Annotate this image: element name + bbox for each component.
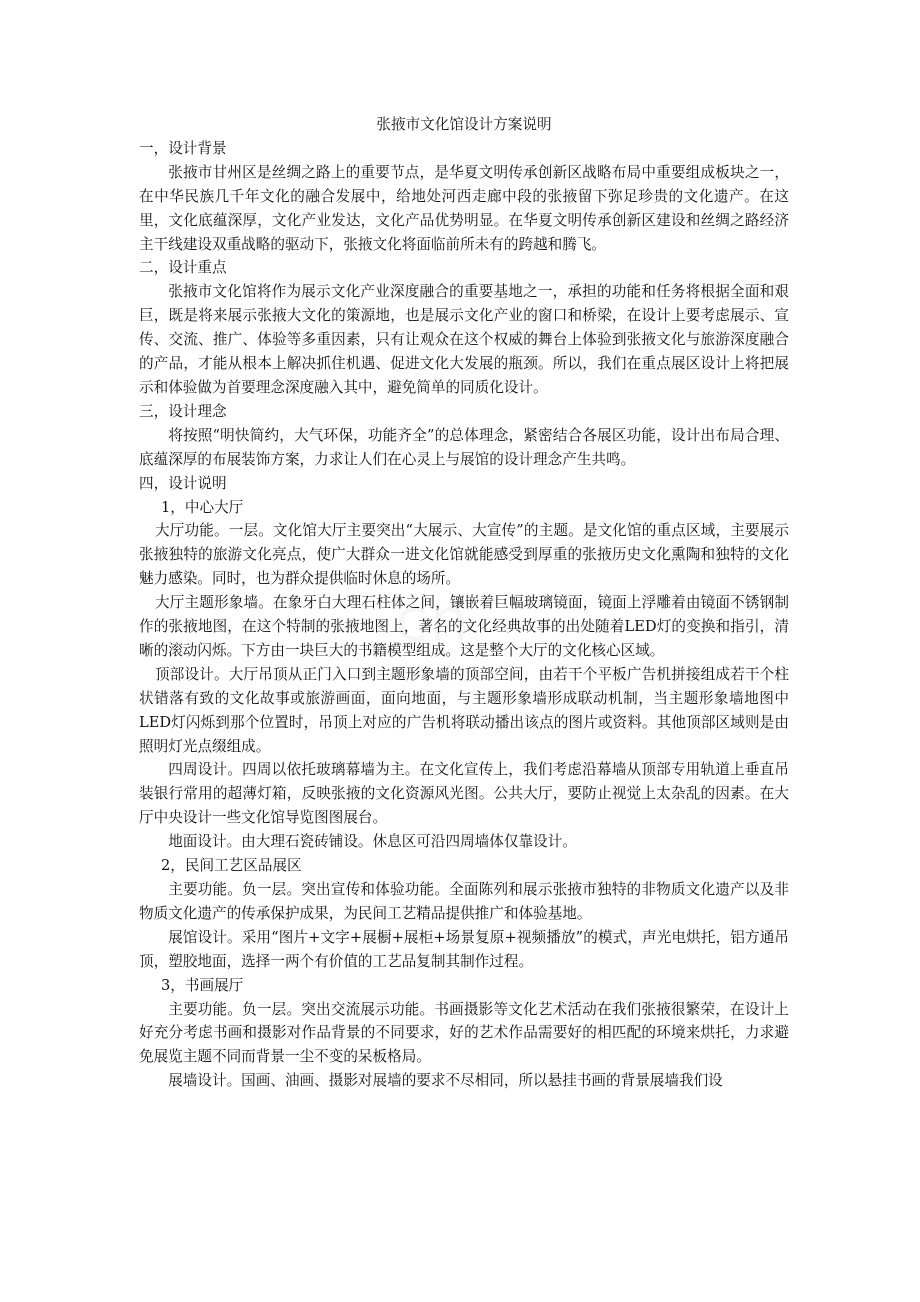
subsection-paragraph: 展馆设计。采用“图片+文字+展橱+展柜+场景复原+视频播放”的模式，声光电烘托，铝方通吊顶，塑胶地面，选择一两个有价值的工艺品复制其制作过程。 <box>139 928 789 970</box>
subsection-paragraph: 四周设计。四周以依托玻璃幕墙为主。在文化宣传上，我们考虑沿幕墙从顶部专用轨道上垂直吊装银行常用的超薄灯箱，反映张掖的文化资源风光图。公共大厅，要防止视觉上太杂乱的因素。在大厅中央设计一些文化馆导览图图展台。 <box>139 761 789 827</box>
section-heading-focus: 二，设计重点 <box>139 259 227 277</box>
subsection-paragraph: 主要功能。负一层。突出交流展示功能。书画摄影等文化艺术活动在我们张掖很繁荣，在设计上好充分考虑书画和摄影对作品背景的不同要求，好的艺术作品需要好的相匹配的环境来烘托，力求避免展览主题不同而背景一尘不变的呆板格局。 <box>139 1000 789 1066</box>
subsection-heading-central-hall: 1，中心大厅 <box>161 498 244 516</box>
subsection-paragraph: 地面设计。由大理石瓷砖铺设。休息区可沿四周墙体仅靠设计。 <box>168 833 577 851</box>
subsection-paragraph: 顶部设计。大厅吊顶从正门入口到主题形象墙的顶部空间，由若干个平板广告机拼接组成若干个柱状错落有致的文化故事或旅游画面，面向地面，与主题形象墙形成联动机制，当主题形象墙地图中LED灯闪烁到那个位置时，吊顶上对应的广告机将联动播出该点的图片或资料。其他顶部区域则是由照明灯光点缀组成。 <box>139 665 789 755</box>
section-paragraph: 张掖市文化馆将作为展示文化产业深度融合的重要基地之一，承担的功能和任务将根据全面和艰巨，既是将来展示张掖大文化的策源地，也是展示文化产业的窗口和桥梁，在设计上要考虑展示、宣传、交流、推广、体验等多重因素，只有让观众在这个权威的舞台上体验到张掖文化与旅游深度融合的产品，才能从根本上解决抓住机遇、促进文化大发展的瓶颈。所以，我们在重点展区设计上将把展示和体验做为首要理念深度融入其中，避免简单的同质化设计。 <box>139 283 789 396</box>
subsection-paragraph: 展墙设计。国画、油画、摄影对展墙的要求不尽相同，所以悬挂书画的背景展墙我们设 <box>168 1072 723 1090</box>
subsection-paragraph: 大厅主题形象墙。在象牙白大理石柱体之间，镶嵌着巨幅玻璃镜面，镜面上浮雕着由镜面不锈钢制作的张掖地图，在这个特制的张掖地图上，著名的文化经典故事的出处随着LED灯的变换和指引，清晰的滚动闪烁。下方由一块巨大的书籍模型组成。这是整个大厅的文化核心区域。 <box>139 594 789 659</box>
document-body <box>139 113 789 1093</box>
section-heading-concept: 三，设计理念 <box>139 402 227 420</box>
subsection-paragraph: 大厅功能。一层。文化馆大厅主要突出“大展示、大宣传”的主题。是文化馆的重点区域，主要展示张掖独特的旅游文化亮点，使广大群众一进文化馆就能感受到厚重的张掖历史文化熏陶和独特的文化魅力感染。同时，也为群众提供临时休息的场所。 <box>139 522 789 588</box>
subsection-heading-painting-hall: 3，书画展厅 <box>161 976 244 994</box>
section-heading-description: 四，设计说明 <box>139 474 227 492</box>
subsection-paragraph: 主要功能。负一层。突出宣传和体验功能。全面陈列和展示张掖市独特的非物质文化遗产以及非物质文化遗产的传承保护成果，为民间工艺精品提供推广和体验基地。 <box>139 881 789 922</box>
section-paragraph: 将按照“明快简约，大气环保，功能齐全”的总体理念，紧密结合各展区功能，设计出布局合理、底蕴深厚的布展装饰方案，力求让人们在心灵上与展馆的设计理念产生共鸣。 <box>139 426 789 468</box>
subsection-heading-folk-crafts: 2，民间工艺区品展区 <box>161 857 302 875</box>
section-paragraph: 张掖市甘州区是丝绸之路上的重要节点，是华夏文明传承创新区战略布局中重要组成板块之一，在中华民族几千年文化的融合发展中，给地处河西走廊中段的张掖留下弥足珍贵的文化遗产。在这里，文化底蕴深厚，文化产业发达，文化产品优势明显。在华夏文明传承创新区建设和丝绸之路经济主干线建设双重战略的驱动下，张掖文化将面临前所未有的跨越和腾飞。 <box>139 163 789 253</box>
document-title: 张掖市文化馆设计方案说明 <box>376 116 552 133</box>
section-heading-background: 一，设计背景 <box>139 139 227 157</box>
